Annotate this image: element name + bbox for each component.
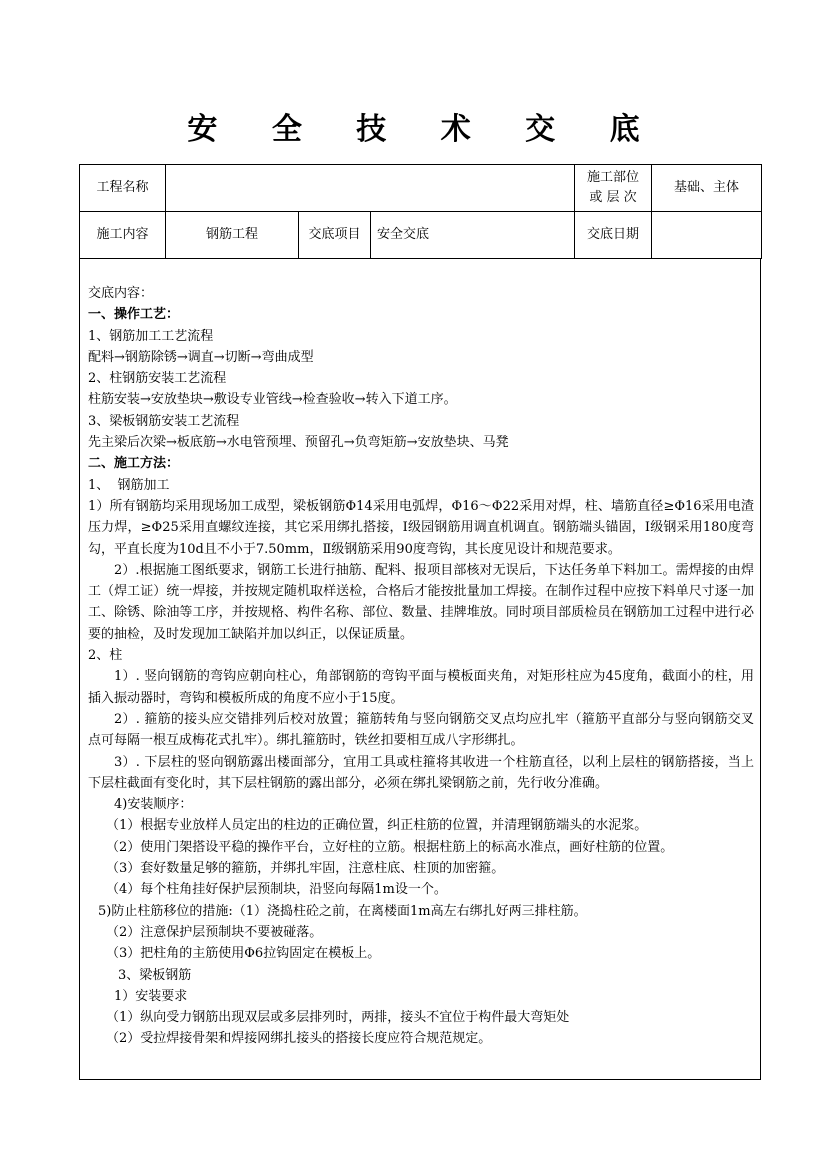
- body-line: 先主梁后次梁→板底筋→水电管预埋、预留孔→负弯矩筋→安放垫块、马凳: [88, 435, 509, 451]
- disclosure-body: [88, 283, 754, 1050]
- body-line: 1、钢筋加工工艺流程: [88, 328, 214, 344]
- project-name-label: 工程名称: [80, 165, 166, 212]
- item-value: 安全交底: [371, 212, 575, 259]
- section-heading: 一、操作工艺：: [88, 307, 180, 323]
- body-line: 柱筋安装→安放垫块→敷设专业管线→检查验收→转入下道工序。: [88, 392, 457, 408]
- date-value: [652, 212, 762, 259]
- document-title: 安 全 技 术 交 底: [187, 112, 662, 147]
- body-paragraph: 3）. 下层柱的竖向钢筋露出楼面部分，宜用工具或柱箍将其收进一个柱筋直径，以利上层柱的钢筋搭接，当上下层柱截面有变化时，其下层柱钢筋的露出部分，必须在绑扎梁钢筋之前，先行收分准确。: [88, 754, 754, 791]
- body-line: 4)安装顺序：: [114, 797, 193, 813]
- body-line: （2）使用门架搭设平稳的操作平台，立好柱的立筋。根据柱筋上的标高水准点，画好柱筋的位置。: [106, 839, 674, 855]
- body-paragraph: 1）. 竖向钢筋的弯钩应朝向柱心，角部钢筋的弯钩平面与模板面夹角，对矩形柱应为45度角，截面小的柱，用插入振动器时，弯钩和模板所成的角度不应小于15度。: [88, 669, 754, 706]
- body-line: 交底内容：: [88, 286, 154, 301]
- body-line: 5)防止柱筋移位的措施:（1）浇捣柱砼之前，在离楼面1m高左右绑扎好两三排柱筋。: [98, 903, 587, 919]
- body-line: （2）受拉焊接骨架和焊接网绑扎接头的搭接长度应符合规范规定。: [106, 1031, 492, 1047]
- body-line: 1、 钢筋加工: [88, 477, 170, 493]
- project-name-value: [166, 165, 575, 212]
- body-paragraph: 2）. 箍筋的接头应交错排列后校对放置；箍筋转角与竖向钢筋交叉点均应扎牢（箍筋平直部分与竖向钢筋交叉点可每隔一根互成梅花式扎牢）。绑扎箍筋时，铁丝扣要相互成八字形绑扎。: [88, 711, 754, 749]
- header-table: [79, 164, 762, 259]
- body-line: （4）每个柱角挂好保护层预制块，沿竖向每隔1m设一个。: [106, 882, 447, 898]
- body-line: （3）把柱角的主筋使用Φ6拉钩固定在模板上。: [106, 946, 381, 962]
- body-line: 3、梁板钢筋安装工艺流程: [88, 413, 240, 429]
- body-line: （2）注意保护层预制块不要被碰落。: [106, 924, 323, 940]
- section-label-line2: 或 层 次: [589, 190, 637, 205]
- section-label: [575, 165, 652, 212]
- body-paragraph: 2）.根据施工图纸要求，钢筋工长进行抽筋、配料、报项目部核对无误后，下达任务单下料加工。需焊接的由焊工（焊工证）统一焊接，并按规定随机取样送检，合格后才能按批量加工焊接。在制作过程中应按下料单尺寸逐一加工、除锈、除油等工序，并按规格、构件名称、部位、数量、挂牌堆放。同时项目部质检员在钢筋加工过程中进行必要的抽检，及时发现加工缺陷并加以纠正，以保证质量。: [88, 562, 754, 642]
- date-label: 交底日期: [575, 212, 652, 259]
- body-line: （1）纵向受力钢筋出现双层或多层排列时，两排，接头不宜位于构件最大弯矩处: [106, 1010, 570, 1026]
- body-line: （1）根据专业放样人员定出的柱边的正确位置，纠正柱筋的位置，并清理钢筋端头的水泥浆。: [106, 818, 648, 834]
- body-line: 2、柱钢筋安装工艺流程: [88, 371, 227, 387]
- content-label: 施工内容: [80, 212, 166, 259]
- body-line: （3）套好数量足够的箍筋，并绑扎牢固，注意柱底、柱顶的加密箍。: [106, 861, 505, 877]
- body-line: 配料→钢筋除锈→调直→切断→弯曲成型: [88, 349, 314, 365]
- section-value: 基础、主体: [652, 165, 762, 212]
- content-value: 钢筋工程: [166, 212, 299, 259]
- body-line: 2、柱: [88, 648, 123, 664]
- body-paragraph: 1）所有钢筋均采用现场加工成型，梁板钢筋Φ14采用电弧焊，Φ16～Φ22采用对焊，柱、墙筋直径≥Φ16采用电渣压力焊，≥Φ25采用直螺纹连接，其它采用绑扎搭接，Ⅰ级园钢筋用调直机调直。钢筋端头锚固，Ⅰ级钢采用180度弯勾，平直长度为10d且不小于7.50mm，Ⅱ级钢筋采用90度弯钩，其长度见设计和规范要求。: [88, 498, 754, 557]
- body-line: 3、梁板钢筋: [118, 967, 192, 983]
- item-label: 交底项目: [299, 212, 371, 259]
- body-line: 1）安装要求: [114, 988, 188, 1004]
- section-label-line1: 施工部位: [587, 170, 640, 185]
- section-heading: 二、施工方法：: [88, 456, 180, 472]
